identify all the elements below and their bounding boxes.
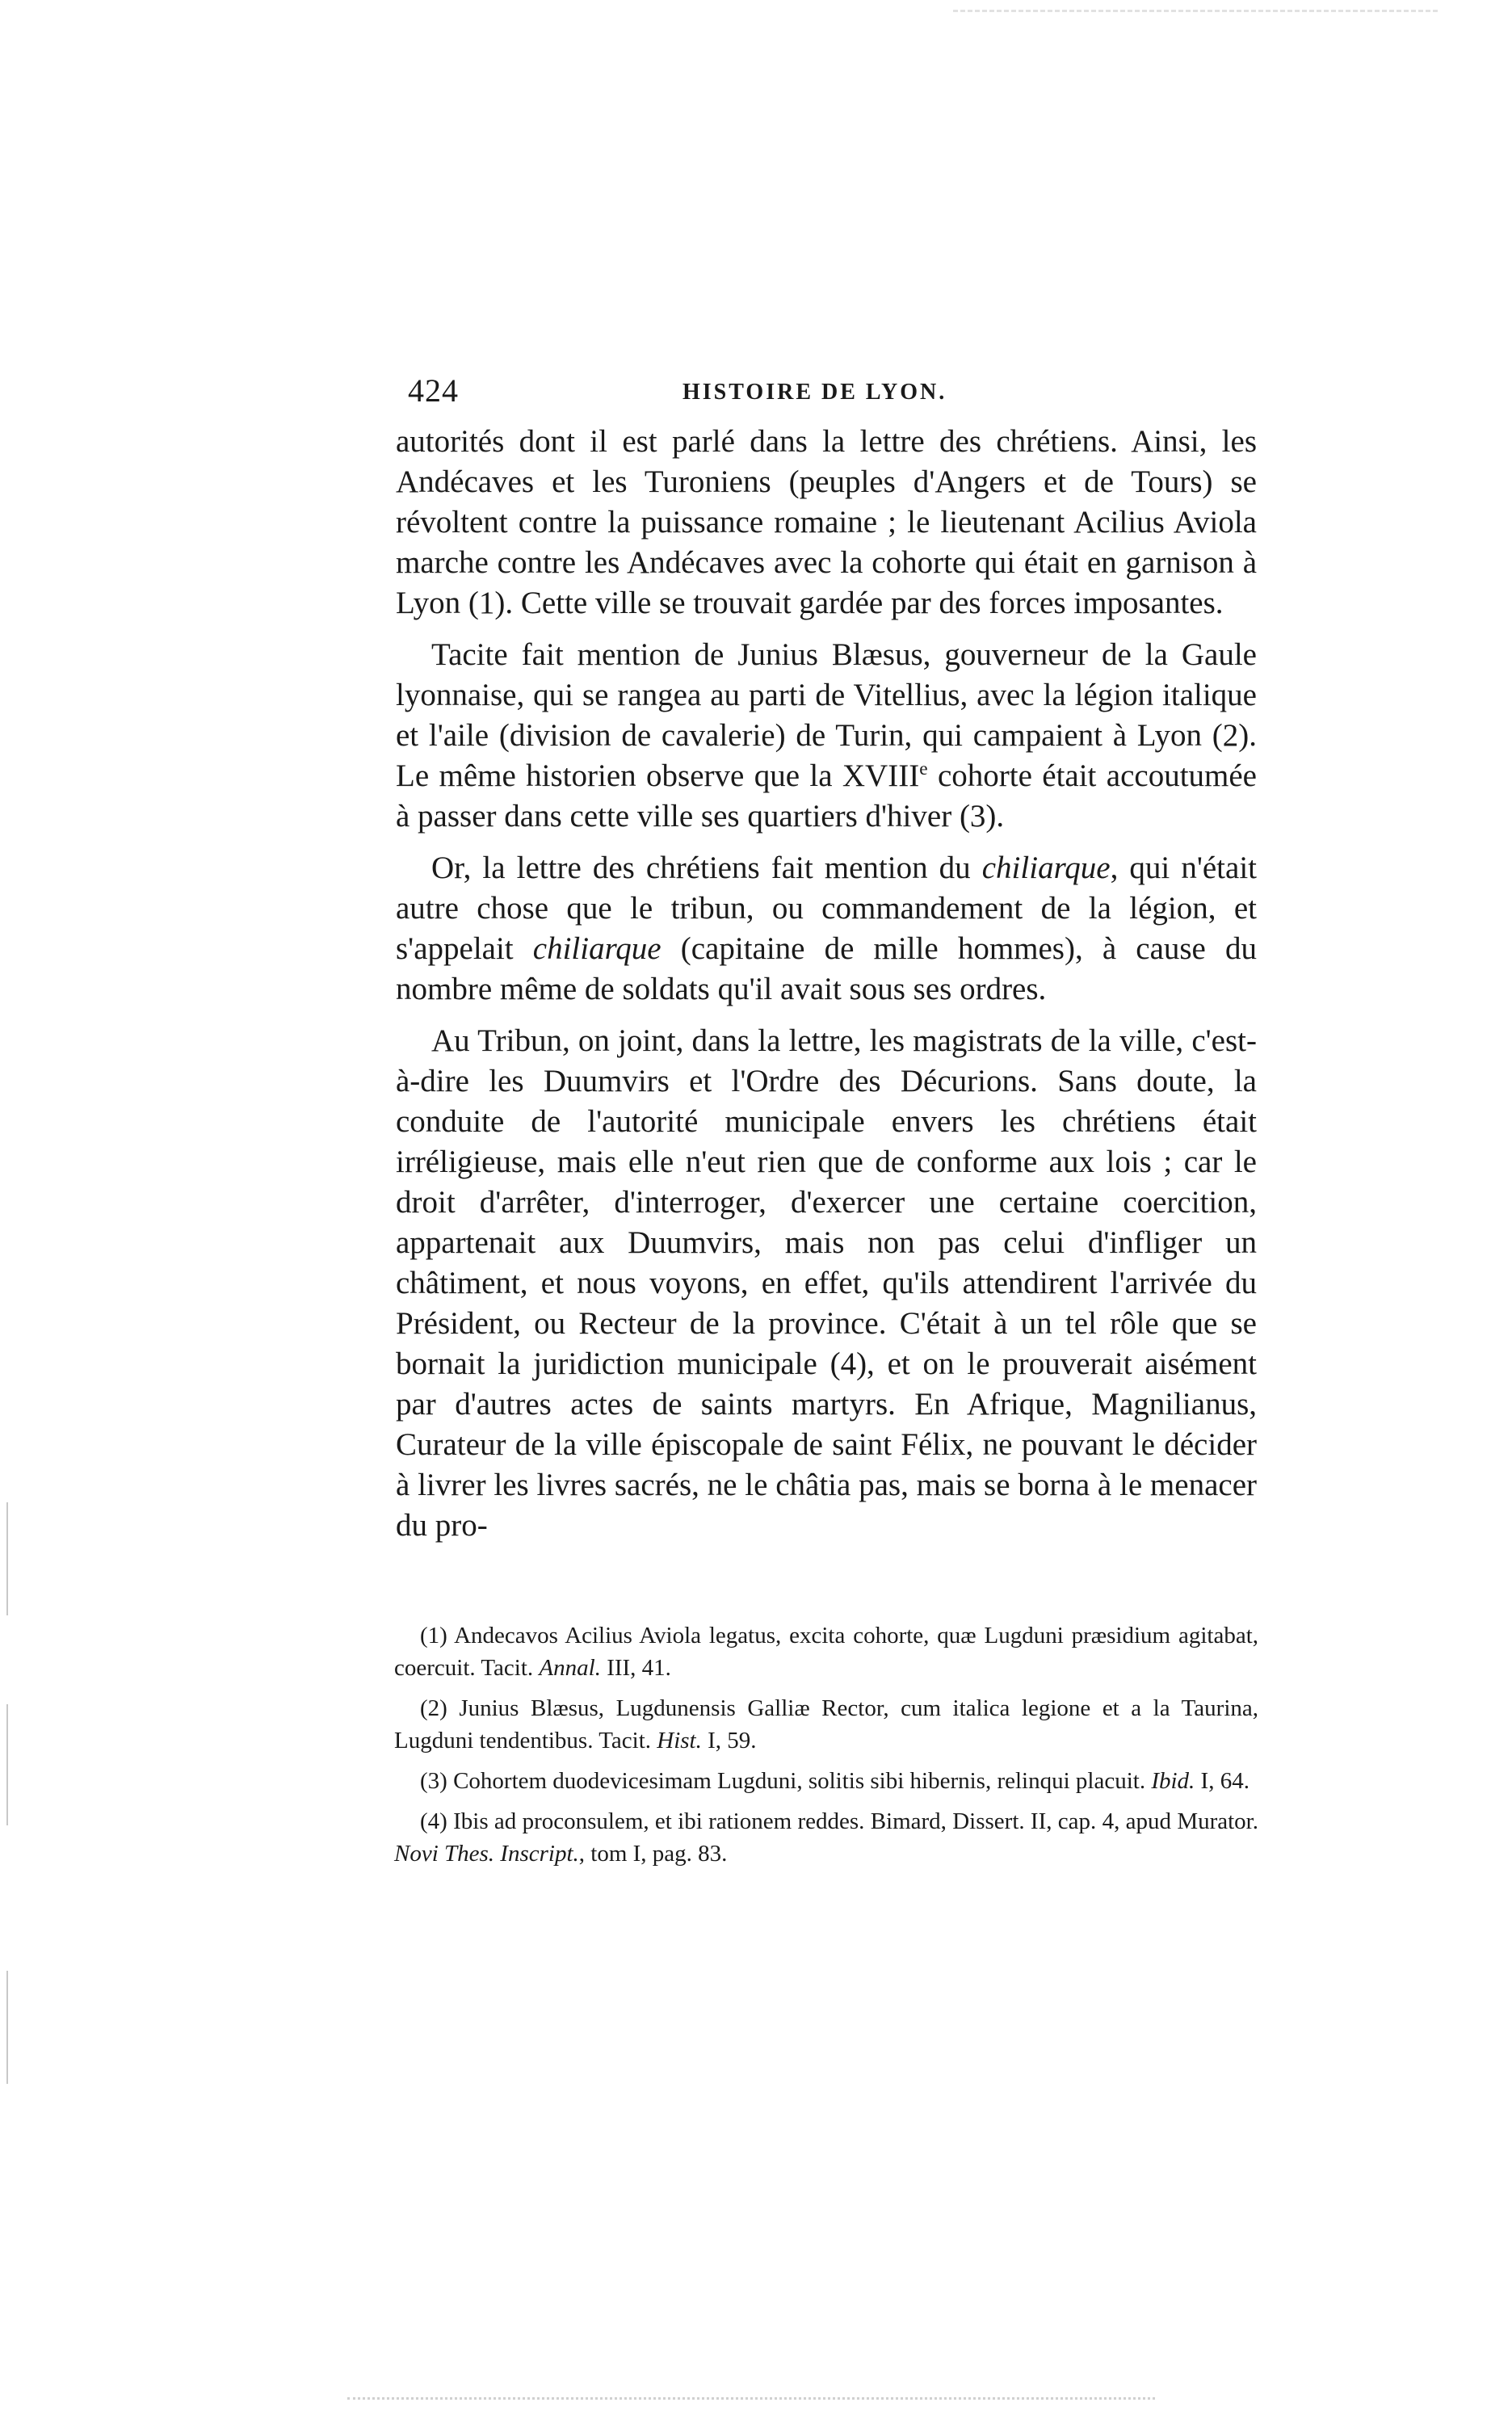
text-run: (2) Junius Blæsus, Lugdunensis Galliæ Rector, cum italica legione et a la Taurina, Lugduni tendentibus. Tacit. [394,1695,1258,1754]
paragraph: autorités dont il est parlé dans la lettre des chrétiens. Ainsi, les Andécaves et les Turoniens (peuples d'Angers et de Tours) se révoltent contre la puissance romaine ; le lieutenant Acilius Aviola marche contre les Andécaves avec la cohorte qui était en garnison à Lyon (1). Cette ville se trouvait gardée par des forces imposantes. [396,424,1257,620]
text-run: (capitaine de mille hommes), à cause du nombre même de soldats qu'il avait sous ses ordres. [396,931,1257,1006]
text-run: (1) Andecavos Acilius Aviola legatus, excita cohorte, quæ Lugduni præsidium agitabat, coercuit. Tacit. [394,1623,1258,1681]
footnote [394,1692,1258,1757]
text-run: , qui n'était autre chose que le tribun, ou commandement de la légion, et s'appelait [396,850,1257,966]
text-run: I, 64. [1195,1768,1250,1794]
scan-artifact-top [953,10,1438,15]
page-header [408,372,1264,420]
text-run: Or, la lettre des chrétiens fait mention du [431,850,982,885]
footnotes [394,1619,1258,1878]
footnote [394,1619,1258,1684]
running-title: HISTOIRE DE LYON. [682,380,947,405]
paragraph [396,635,1257,837]
body-text [396,422,1257,1557]
margin-mark [6,1971,8,2084]
page-number: 424 [408,372,459,409]
italic-title: Novi Thes. Inscript. [394,1841,579,1867]
text-run: I, 59. [701,1728,757,1754]
text-run: (3) Cohortem duodevicesimam Lugduni, solitis sibi hibernis, relinqui placuit. [420,1768,1152,1794]
text-run: , tom I, pag. 83. [578,1841,728,1867]
text-run: (4) Ibis ad proconsulem, et ibi rationem reddes. Bimard, Dissert. II, cap. 4, apud Murator. [420,1808,1258,1834]
paragraph [396,848,1257,1010]
margin-mark [6,1502,8,1615]
superscript: e [919,758,928,779]
footnote [394,1805,1258,1870]
footnote [394,1765,1258,1797]
text-run: Tacite fait mention de Junius Blæsus, gouverneur de la Gaule lyonnaise, qui se rangea au parti de Vitellius, avec la légion italique et l'aile (division de cavalerie) de Turin, qui campaient à Lyon (2). Le même historien observe que la XVIII [396,637,1257,793]
italic-term: chiliarque [532,931,662,966]
margin-mark [6,1704,8,1825]
italic-term: chiliarque [981,850,1111,885]
text-run: cohorte était accoutumée à passer dans cette ville ses quartiers d'hiver (3). [396,758,1257,834]
italic-title: Ibid. [1151,1768,1195,1794]
italic-title: Annal. [539,1655,601,1681]
paragraph: Au Tribun, on joint, dans la lettre, les magistrats de la ville, c'est-à-dire les Duumvirs et l'Ordre des Décurions. Sans doute, la conduite de l'autorité municipale envers les chrétiens était irréligieuse, mais elle n'eut rien que de conforme aux lois ; car le droit d'arrêter, d'interroger, d'exercer une certaine coercition, appartenait aux Duumvirs, mais non pas celui d'infliger un châtiment, et nous voyons, en effet, qu'ils attendirent l'arrivée du Président, ou Recteur de la province. C'était à un tel rôle que se bornait la juridiction municipale (4), et on le prouverait aisément par d'autres actes de saints martyrs. En Afrique, Magnilianus, Curateur de la ville épiscopale de saint Félix, ne pouvant le décider à livrer les livres sacrés, ne le châtia pas, mais se borna à le menacer du pro- [396,1023,1257,1543]
scan-artifact-bottom [347,2397,1155,2403]
italic-title: Hist. [657,1728,702,1754]
text-run: III, 41. [600,1655,671,1681]
